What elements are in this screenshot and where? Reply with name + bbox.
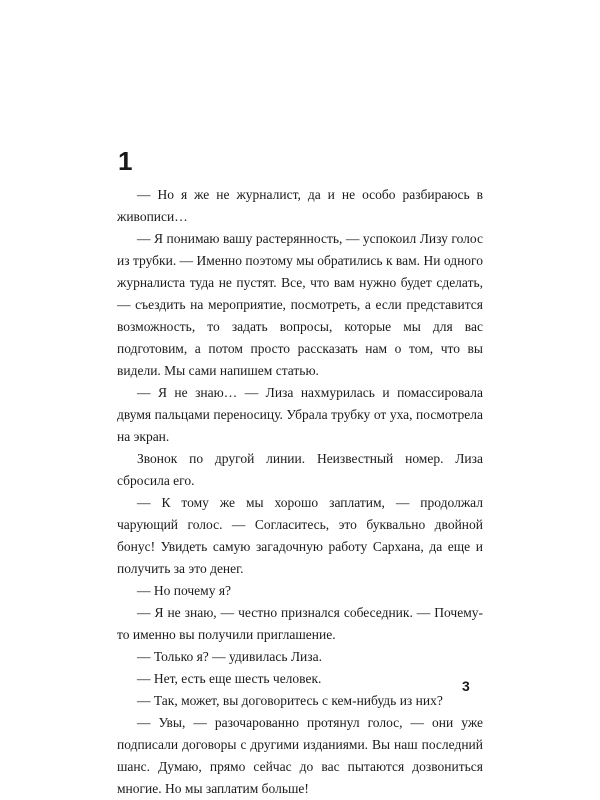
chapter-number: 1 — [118, 146, 133, 176]
paragraph: — Только я? — удивилась Лиза. — [137, 649, 322, 664]
paragraph: — Я понимаю вашу растерянность, — успокоил Лизу голос из трубки. — Именно поэтому мы обратились к вам. Ни одного журналиста туда не пустят. Все, что вам нужно будет сделать, — съездить на мероприятие, посмотреть, а если представится возможность, то задать вопросы, которые мы для вас подготовим, а потом просто рассказать нам о том, что вы видели. Мы сами напишем статью. — [117, 231, 483, 378]
paragraph: — Но почему я? — [137, 583, 232, 598]
paragraph: — Увы, — разочарованно протянул голос, — они уже подписали договоры с другими изданиями. Вы наш последний шанс. Думаю, прямо сейчас до вас пытаются дозвониться многие. Но мы заплатим больше! — [117, 715, 483, 796]
paragraph: — К тому же мы хорошо заплатим, — продолжал чарующий голос. — Согласитесь, это буквально двойной бонус! Увидеть самую загадочную работу Сархана, да еще и получить за это денег. — [117, 495, 483, 576]
paragraph: Звонок по другой линии. Неизвестный номер. Лиза сбросила его. — [117, 451, 483, 488]
page-number: 3 — [462, 678, 470, 694]
paragraph: — Но я же не журналист, да и не особо разбираюсь в живописи… — [117, 187, 483, 224]
paragraph: — Я не знаю… — Лиза нахмурилась и помассировала двумя пальцами переносицу. Убрала трубку от уха, посмотрела на экран. — [117, 385, 483, 444]
body-text — [117, 184, 483, 800]
paragraph: — Так, может, вы договоритесь с кем-нибудь из них? — [137, 693, 443, 708]
paragraph: — Нет, есть еще шесть человек. — [137, 671, 322, 686]
paragraph: — Я не знаю, — честно признался собеседник. — Почему-то именно вы получили приглашение. — [117, 605, 483, 642]
